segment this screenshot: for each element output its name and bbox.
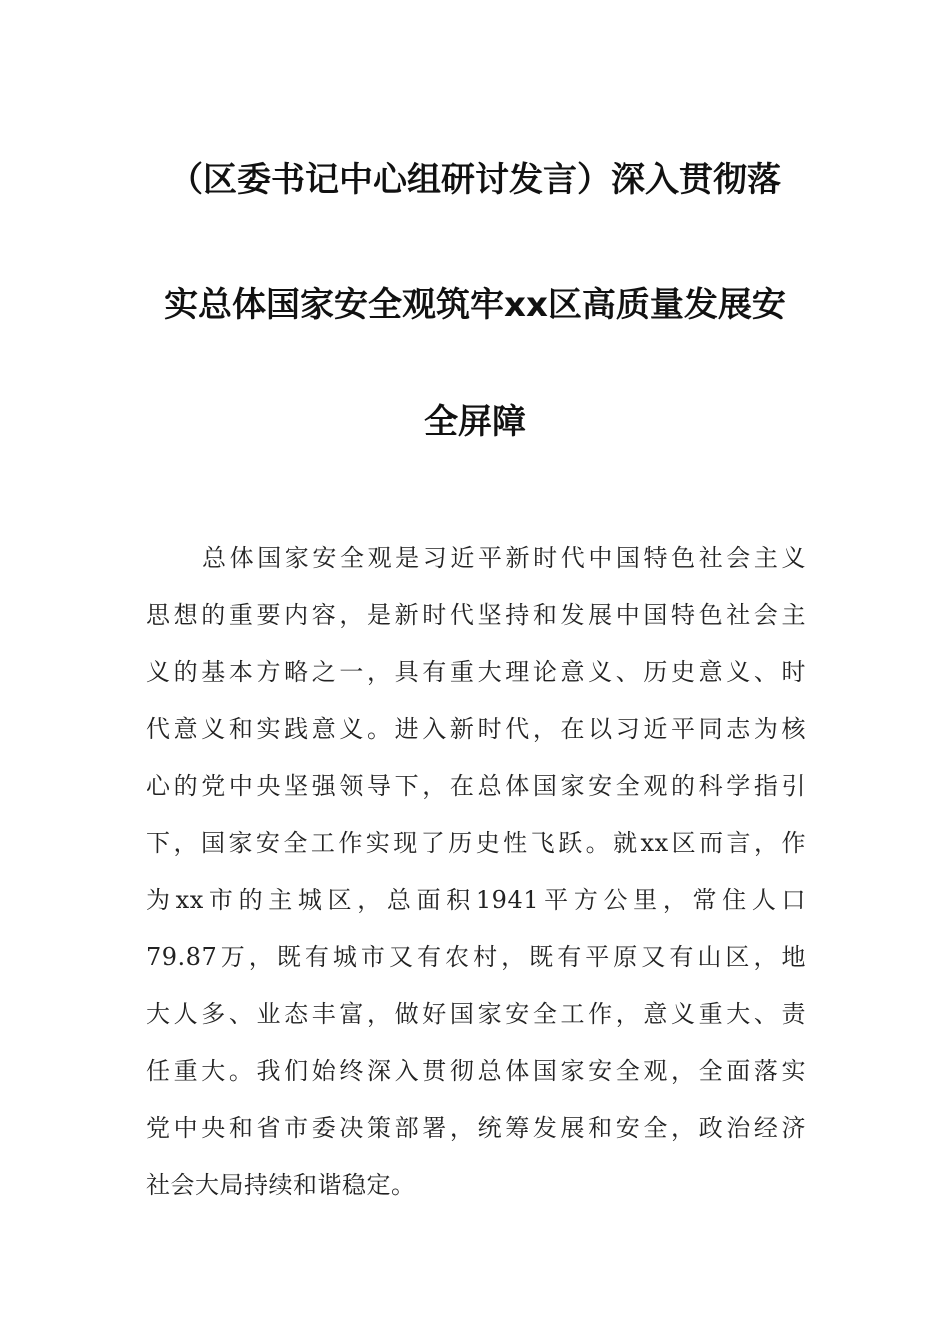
body-line-7: 为xx市的主城区，总面积1941平方公里，常住人口 (146, 886, 806, 914)
body-line-6: 下，国家安全工作实现了历史性飞跃。就xx区而言，作 (146, 829, 806, 857)
body-line-3: 义的基本方略之一，具有重大理论意义、历史意义、时 (146, 658, 806, 686)
body-line-4: 代意义和实践意义。进入新时代，在以习近平同志为核 (146, 715, 806, 743)
body-line-9: 大人多、业态丰富，做好国家安全工作，意义重大、责 (146, 1000, 806, 1028)
body-line-2: 思想的重要内容，是新时代坚持和发展中国特色社会主 (146, 601, 806, 629)
body-line-1: 总体国家安全观是习近平新时代中国特色社会主义 (202, 544, 806, 572)
document-title-line-3: 全屏障 (424, 402, 526, 442)
body-line-12: 社会大局持续和谐稳定。 (146, 1171, 416, 1199)
document-title-line-1: （区委书记中心组研讨发言）深入贯彻落 (169, 160, 781, 200)
body-line-5: 心的党中央坚强领导下，在总体国家安全观的科学指引 (146, 772, 806, 800)
body-line-10: 任重大。我们始终深入贯彻总体国家安全观，全面落实 (146, 1057, 806, 1085)
body-line-8: 79.87万，既有城市又有农村，既有平原又有山区，地 (146, 943, 806, 971)
body-line-11: 党中央和省市委决策部署，统筹发展和安全，政治经济 (146, 1114, 806, 1142)
document-title-line-2: 实总体国家安全观筑牢xx区高质量发展安 (164, 285, 786, 325)
